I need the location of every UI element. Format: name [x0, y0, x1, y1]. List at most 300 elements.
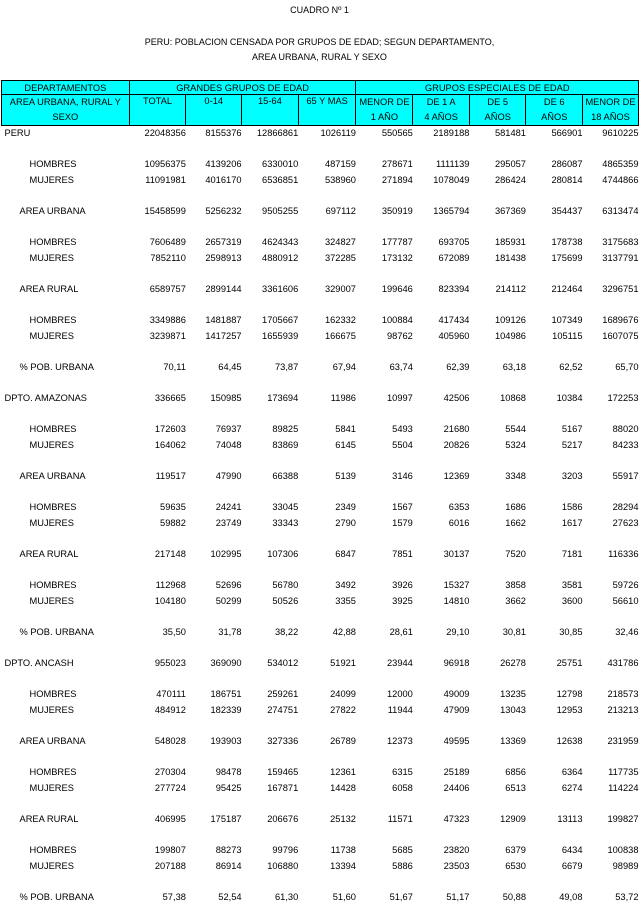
value-cell: 6058 [392, 782, 413, 793]
table-row [2, 765, 639, 781]
spacer-cell [2, 142, 639, 158]
value-cell: 30137 [443, 549, 470, 560]
header-5-line2: AÑOS [484, 112, 511, 122]
value-cell: 1689676 [602, 315, 639, 326]
value-cell: 470111 [156, 689, 186, 700]
table-row [2, 890, 639, 906]
value-cell: 3600 [561, 595, 583, 606]
value-cell: 7520 [505, 549, 526, 560]
value-cell: 116336 [608, 549, 639, 560]
table-row [2, 500, 639, 516]
row-label: HOMBRES [29, 845, 77, 856]
spacer-cell [2, 485, 639, 501]
value-cell: 23820 [443, 845, 470, 856]
value-cell: 271894 [381, 174, 413, 185]
table-row [2, 438, 639, 454]
value-cell: 4865359 [602, 159, 639, 170]
spacer-row [2, 719, 639, 735]
value-cell: 6530 [505, 860, 526, 871]
value-cell: 3361606 [262, 283, 299, 294]
value-cell: 100884 [381, 315, 413, 326]
value-cell: 28,61 [389, 627, 413, 637]
value-cell: 1705667 [262, 315, 299, 326]
value-cell: 5504 [392, 439, 413, 450]
value-cell: 697112 [325, 205, 356, 216]
value-cell: 11091981 [145, 174, 186, 185]
value-cell: 15458599 [144, 205, 186, 216]
value-cell: 278671 [381, 159, 413, 170]
value-cell: 62,39 [446, 361, 470, 372]
value-cell: 12866861 [256, 128, 299, 138]
value-cell: 6434 [561, 845, 583, 856]
value-cell: 49,08 [559, 892, 583, 903]
spacer-row [2, 298, 639, 314]
value-cell: 3137791 [602, 252, 639, 263]
value-cell: 24406 [443, 782, 470, 793]
value-cell: 67,94 [332, 361, 356, 372]
value-cell: 406995 [154, 814, 186, 825]
header-1-4-line1: DE 1 A [426, 97, 456, 107]
value-cell: 6274 [561, 782, 583, 793]
table-row [2, 656, 639, 672]
table-row [2, 578, 639, 594]
value-cell: 51,67 [389, 892, 413, 903]
value-cell: 172603 [154, 424, 186, 435]
value-cell: 98989 [612, 860, 639, 871]
value-cell: 63,18 [502, 361, 526, 372]
value-cell: 955023 [154, 658, 186, 669]
value-cell: 372285 [324, 252, 356, 263]
spacer-cell [2, 672, 639, 688]
value-cell: 6315 [392, 767, 413, 778]
value-cell: 167871 [267, 782, 299, 793]
value-cell: 24099 [330, 689, 356, 700]
header-0-14: 0-14 [186, 95, 242, 126]
value-cell: 231959 [607, 736, 639, 747]
header-65-mas: 65 Y MAS [298, 95, 356, 126]
value-cell: 1111139 [436, 159, 470, 170]
value-cell: 114224 [608, 782, 639, 793]
table-row [2, 391, 639, 407]
spacer-row [2, 220, 639, 236]
row-label: MUJERES [29, 252, 74, 263]
spacer-cell [2, 376, 639, 392]
value-cell: 12798 [556, 689, 583, 700]
value-cell: 23503 [443, 860, 470, 871]
table-subtitle: AREA URBANA, RURAL Y SEXO [252, 52, 387, 62]
value-cell: 25132 [330, 814, 356, 825]
value-cell: 178738 [551, 237, 583, 248]
value-cell: 1417257 [205, 330, 242, 341]
row-label: % POB. URBANA [19, 627, 94, 637]
value-cell: 4880912 [262, 252, 299, 263]
value-cell: 50,88 [502, 892, 526, 903]
value-cell: 12953 [556, 704, 583, 715]
value-cell: 3492 [335, 580, 356, 591]
value-cell: 1655939 [262, 330, 299, 341]
value-cell: 88273 [215, 845, 242, 856]
value-cell: 259261 [267, 689, 299, 700]
value-cell: 50299 [215, 595, 242, 606]
value-cell: 84233 [612, 439, 639, 450]
value-cell: 6379 [505, 845, 526, 856]
value-cell: 76937 [215, 424, 242, 435]
row-label: MUJERES [29, 517, 74, 528]
row-label: MUJERES [29, 330, 74, 341]
value-cell: 3239871 [149, 330, 186, 341]
value-cell: 6536851 [262, 174, 299, 185]
value-cell: 25751 [556, 658, 583, 669]
spacer-row [2, 797, 639, 813]
value-cell: 177787 [381, 237, 413, 248]
value-cell: 29,10 [446, 627, 470, 637]
value-cell: 6679 [561, 860, 583, 871]
value-cell: 26789 [330, 736, 356, 747]
value-cell: 27822 [330, 704, 356, 715]
value-cell: 21680 [443, 424, 470, 435]
value-cell: 96918 [443, 658, 470, 669]
spacer-cell [2, 188, 639, 204]
spacer-cell [2, 641, 639, 657]
value-cell: 106880 [267, 860, 299, 871]
value-cell: 548028 [154, 736, 186, 747]
value-cell: 47990 [215, 471, 242, 482]
value-cell: 672089 [438, 252, 470, 263]
value-cell: 59726 [612, 580, 639, 591]
value-cell: 104986 [494, 330, 526, 341]
value-cell: 1481887 [205, 315, 242, 326]
header-6-line1: DE 6 [543, 97, 565, 107]
spacer-row [2, 142, 639, 158]
spacer-cell [2, 797, 639, 813]
value-cell: 14428 [330, 782, 356, 793]
row-label: HOMBRES [29, 237, 77, 248]
header-1-4 [413, 95, 470, 126]
value-cell: 534012 [267, 658, 299, 669]
table-row [2, 843, 639, 859]
value-cell: 66388 [272, 471, 299, 482]
table-row [2, 812, 639, 828]
value-cell: 35,50 [162, 627, 186, 637]
value-cell: 277724 [154, 782, 186, 793]
value-cell: 59635 [160, 502, 186, 513]
header-area-sexo [2, 95, 130, 126]
value-cell: 98762 [387, 330, 413, 341]
value-cell: 3203 [561, 471, 583, 482]
value-cell: 150985 [210, 393, 242, 404]
table-row [2, 126, 639, 142]
table-row [2, 313, 639, 329]
header-menor-18 [583, 95, 639, 126]
header-1-4-line2: 4 AÑOS [424, 112, 458, 122]
table-row [2, 329, 639, 345]
value-cell: 286087 [551, 159, 583, 170]
value-cell: 27623 [612, 517, 639, 528]
value-cell: 89825 [272, 424, 299, 435]
value-cell: 64,45 [218, 361, 242, 372]
value-cell: 1365794 [433, 205, 470, 216]
value-cell: 63,74 [389, 361, 413, 372]
row-label: AREA RURAL [19, 814, 79, 825]
table-row [2, 703, 639, 719]
value-cell: 8155376 [205, 128, 242, 138]
value-cell: 38,22 [274, 627, 299, 637]
value-cell: 6589757 [149, 283, 186, 294]
row-label: MUJERES [29, 595, 74, 606]
value-cell: 2598913 [205, 252, 242, 263]
header-departamentos: DEPARTAMENTOS [2, 81, 130, 95]
value-cell: 3925 [392, 595, 413, 606]
spacer-cell [2, 298, 639, 314]
value-cell: 295057 [494, 159, 526, 170]
value-cell: 199827 [607, 814, 639, 825]
value-cell: 354437 [551, 205, 583, 216]
spacer-row [2, 641, 639, 657]
header-area-line: AREA URBANA, RURAL Y [9, 97, 121, 107]
value-cell: 5139 [335, 471, 356, 482]
value-cell: 550565 [381, 128, 413, 138]
spacer-cell [2, 453, 639, 469]
value-cell: 28294 [612, 502, 639, 513]
value-cell: 49009 [443, 689, 470, 700]
row-label: HOMBRES [29, 159, 77, 170]
value-cell: 4016170 [205, 174, 242, 185]
spacer-row [2, 407, 639, 423]
row-label: HOMBRES [29, 502, 77, 513]
table-row [2, 781, 639, 797]
value-cell: 3858 [505, 580, 526, 591]
table-title: PERU: POBLACION CENSADA POR GRUPOS DE EDAD; SEGUN DEPARTAMENTO, [144, 37, 495, 47]
value-cell: 10384 [556, 393, 583, 404]
row-label: MUJERES [29, 174, 74, 185]
table-row [2, 204, 639, 220]
value-cell: 3355 [335, 595, 356, 606]
value-cell: 52,54 [218, 892, 242, 903]
value-cell: 119517 [155, 471, 186, 482]
value-cell: 2899144 [205, 283, 242, 294]
value-cell: 117735 [608, 767, 639, 778]
spacer-row [2, 609, 639, 625]
value-cell: 11986 [330, 393, 356, 404]
value-cell: 12638 [556, 736, 583, 747]
table-row [2, 859, 639, 875]
table-row [2, 157, 639, 173]
value-cell: 4744866 [602, 174, 639, 185]
value-cell: 405960 [438, 330, 470, 341]
header-sexo-line: SEXO [52, 112, 79, 122]
spacer-row [2, 344, 639, 360]
value-cell: 25189 [443, 767, 470, 778]
value-cell: 12361 [330, 767, 356, 778]
value-cell: 4139206 [205, 159, 242, 170]
value-cell: 417434 [438, 315, 470, 326]
value-cell: 10868 [500, 393, 526, 404]
spacer-row [2, 672, 639, 688]
value-cell: 5544 [505, 424, 526, 435]
table-row [2, 687, 639, 703]
value-cell: 7606489 [149, 237, 186, 248]
value-cell: 112968 [155, 580, 186, 591]
value-cell: 12909 [500, 814, 526, 825]
value-cell: 218573 [607, 689, 639, 700]
value-cell: 9610225 [602, 128, 639, 138]
value-cell: 5841 [335, 424, 356, 435]
value-cell: 53,72 [615, 892, 639, 903]
spacer-row [2, 750, 639, 766]
table-row [2, 516, 639, 532]
header-grandes-grupos: GRANDES GRUPOS DE EDAD [129, 81, 356, 95]
value-cell: 6513 [505, 782, 526, 793]
spacer-cell [2, 407, 639, 423]
value-cell: 1078049 [433, 174, 470, 185]
value-cell: 1607075 [602, 330, 639, 341]
row-label: AREA URBANA [19, 471, 86, 482]
spacer-cell [2, 609, 639, 625]
spacer-row [2, 563, 639, 579]
value-cell: 6856 [505, 767, 526, 778]
row-label: HOMBRES [29, 689, 77, 700]
cuadro-number: CUADRO Nº 1 [290, 5, 349, 15]
value-cell: 32,46 [615, 627, 639, 637]
value-cell: 175187 [210, 814, 242, 825]
value-cell: 6847 [335, 549, 356, 560]
table-row [2, 235, 639, 251]
value-cell: 1662 [505, 517, 526, 528]
value-cell: 5493 [392, 424, 413, 435]
value-cell: 105115 [552, 330, 583, 341]
value-cell: 214112 [495, 283, 526, 294]
value-cell: 3175683 [602, 237, 639, 248]
row-label: MUJERES [29, 439, 74, 450]
value-cell: 100838 [607, 845, 639, 856]
header-total: TOTAL [129, 95, 186, 126]
value-cell: 3581 [561, 580, 583, 591]
value-cell: 23749 [215, 517, 242, 528]
value-cell: 206676 [267, 814, 299, 825]
spacer-row [2, 485, 639, 501]
value-cell: 95425 [215, 782, 242, 793]
value-cell: 30,85 [559, 627, 583, 637]
value-cell: 5256232 [205, 205, 242, 216]
value-cell: 11738 [330, 845, 356, 856]
header-menor-1-line2: 1 AÑO [370, 112, 399, 122]
value-cell: 2657319 [205, 237, 242, 248]
table-row [2, 734, 639, 750]
value-cell: 51,60 [332, 892, 356, 903]
value-cell: 173694 [267, 393, 299, 404]
value-cell: 5167 [561, 424, 583, 435]
value-cell: 1586 [561, 502, 583, 513]
value-cell: 3146 [392, 471, 413, 482]
value-cell: 5324 [505, 439, 526, 450]
value-cell: 56610 [612, 595, 639, 606]
value-cell: 12373 [387, 736, 413, 747]
value-cell: 199646 [381, 283, 413, 294]
table-row [2, 594, 639, 610]
value-cell: 431786 [607, 658, 639, 669]
value-cell: 6364 [561, 767, 583, 778]
value-cell: 10997 [387, 393, 413, 404]
value-cell: 5886 [392, 860, 413, 871]
value-cell: 59882 [160, 517, 186, 528]
value-cell: 4624343 [262, 237, 299, 248]
header-6-line2: AÑOS [541, 112, 568, 122]
value-cell: 270304 [154, 767, 186, 778]
value-cell: 62,52 [559, 361, 583, 372]
value-cell: 56780 [272, 580, 299, 591]
value-cell: 182339 [210, 704, 242, 715]
value-cell: 50526 [272, 595, 299, 606]
value-cell: 10956375 [144, 159, 186, 170]
row-label: DPTO. AMAZONAS [4, 393, 87, 404]
spacer-row [2, 828, 639, 844]
value-cell: 823394 [438, 283, 470, 294]
value-cell: 172253 [607, 393, 639, 404]
spacer-row [2, 875, 639, 891]
value-cell: 280814 [551, 174, 583, 185]
value-cell: 11944 [387, 704, 413, 715]
value-cell: 15327 [443, 580, 470, 591]
row-label: AREA RURAL [19, 549, 79, 560]
spacer-cell [2, 875, 639, 891]
value-cell: 47323 [443, 814, 470, 825]
value-cell: 207188 [154, 860, 186, 871]
value-cell: 5685 [392, 845, 413, 856]
value-cell: 5217 [561, 439, 583, 450]
table-row [2, 625, 639, 641]
value-cell: 274751 [267, 704, 299, 715]
value-cell: 159465 [267, 767, 299, 778]
spacer-cell [2, 220, 639, 236]
header-grupos-especiales: GRUPOS ESPECIALES DE EDAD [356, 81, 639, 95]
table-row [2, 251, 639, 267]
row-label: AREA URBANA [19, 205, 86, 216]
value-cell: 175699 [551, 252, 583, 263]
value-cell: 14810 [443, 595, 470, 606]
spacer-cell [2, 719, 639, 735]
row-label: HOMBRES [29, 580, 77, 591]
value-cell: 173132 [381, 252, 413, 263]
value-cell: 7851 [392, 549, 413, 560]
value-cell: 98478 [215, 767, 242, 778]
row-label: MUJERES [29, 782, 74, 793]
table-row [2, 422, 639, 438]
value-cell: 1617 [561, 517, 583, 528]
value-cell: 22048356 [144, 128, 186, 138]
row-label: DPTO. ANCASH [4, 658, 74, 669]
value-cell: 1567 [392, 502, 413, 513]
value-cell: 26278 [500, 658, 526, 669]
value-cell: 350919 [381, 205, 413, 216]
row-label: HOMBRES [29, 424, 77, 435]
value-cell: 324827 [324, 237, 356, 248]
header-6 [526, 95, 583, 126]
value-cell: 1026119 [320, 128, 356, 138]
value-cell: 166675 [324, 330, 356, 341]
value-cell: 369090 [210, 658, 242, 669]
value-cell: 6016 [448, 517, 470, 528]
value-cell: 30,81 [502, 627, 526, 637]
value-cell: 217148 [154, 549, 186, 560]
value-cell: 99796 [272, 845, 299, 856]
value-cell: 33343 [272, 517, 299, 528]
header-menor-1-line1: MENOR DE [359, 97, 410, 107]
spacer-cell [2, 563, 639, 579]
value-cell: 212464 [551, 283, 583, 294]
value-cell: 61,30 [274, 892, 299, 903]
table-row [2, 547, 639, 563]
spacer-row [2, 453, 639, 469]
